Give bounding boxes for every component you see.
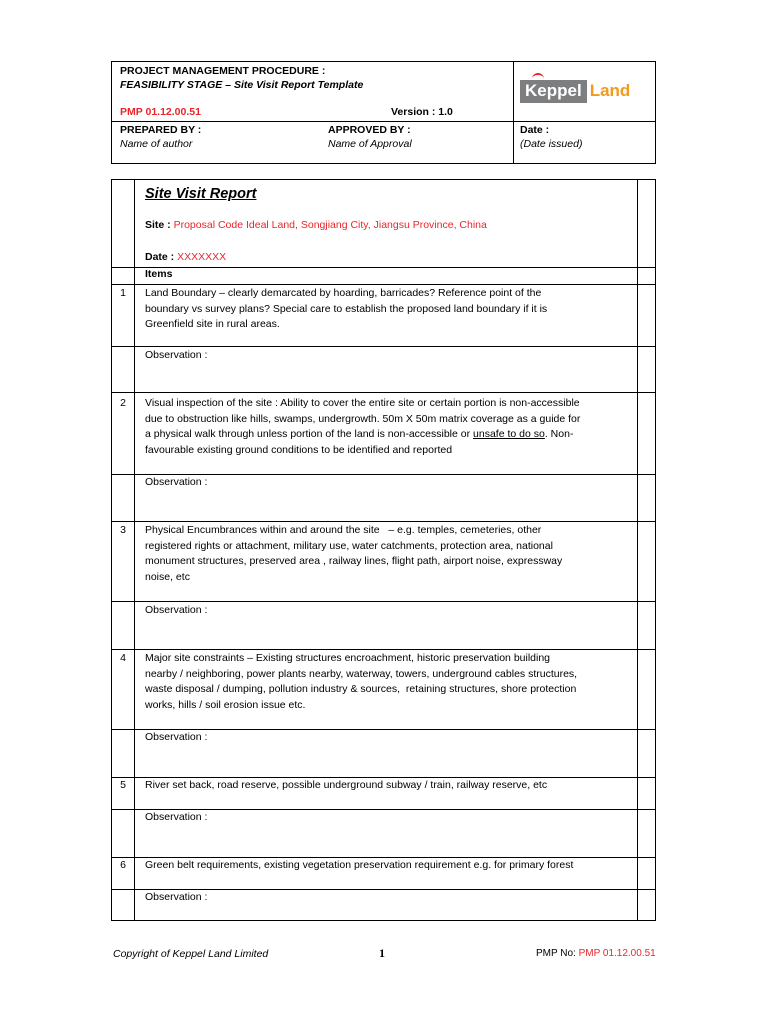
- item-4-text: Major site constraints – Existing structures encroachment, historic preservation building nearby / neighboring, power plants nearby, waterway, towers, underground cables structures, waste disposal / dumping, pollution industry & sources, retaining structures, shore protection works, hills / soil erosion issue etc.: [145, 652, 578, 711]
- date-line: Date : XXXXXXX: [145, 251, 227, 263]
- site-visit-report-table: [111, 179, 656, 921]
- item-3-text: Physical Encumbrances within and around the site – e.g. temples, cemeteries, other registered rights or attachment, military use, water catchments, protection area, national monument structures, preserved area , railway lines, flight path, airport noise, expressway noise, etc: [145, 524, 563, 583]
- observation-label: Observation :: [145, 891, 208, 903]
- pmp-code: PMP 01.12.00.51: [120, 106, 201, 118]
- observation-label: Observation :: [145, 349, 208, 361]
- item-6-text: Green belt requirements, existing vegetation preservation requirement e.g. for primary forest: [145, 859, 574, 871]
- approved-by-value: Name of Approval: [328, 138, 412, 150]
- observation-label: Observation :: [145, 604, 208, 616]
- stage-label: FEASIBILITY STAGE – Site Visit Report Template: [120, 79, 364, 91]
- date-issued-value: (Date issued): [520, 138, 583, 150]
- observation-label: Observation :: [145, 476, 208, 488]
- prepared-by-value: Name of author: [120, 138, 193, 150]
- item-number: 6: [120, 859, 126, 871]
- footer-pmp: PMP No: PMP 01.12.00.51: [536, 948, 656, 959]
- item-2-text: Visual inspection of the site : Ability to cover the entire site or certain portion is non-accessible due to obstruction like hills, swamps, undergrowth. 50m X 50m matrix coverage as a guide for a physical walk through unless portion of the land is non-accessible or unsafe to do so. Non- favourable existing ground conditions to be identified and reported: [145, 397, 581, 456]
- site-line: Site : Proposal Code Ideal Land, Songjiang City, Jiangsu Province, China: [145, 219, 487, 231]
- logo-land-text: Land: [589, 81, 631, 100]
- procedure-label: PROJECT MANAGEMENT PROCEDURE :: [120, 65, 326, 77]
- report-title: Site Visit Report: [145, 186, 257, 202]
- item-1-text: Land Boundary – clearly demarcated by hoarding, barricades? Reference point of the boundary vs survey plans? Special care to establish the proposed land boundary if it is Greenfield site in rural areas.: [145, 287, 548, 331]
- item-number: 1: [120, 287, 126, 299]
- date-issued-label: Date :: [520, 124, 550, 136]
- item-number: 2: [120, 397, 126, 409]
- logo-arc-icon: [532, 73, 544, 81]
- item-number: 4: [120, 652, 126, 664]
- footer-page-number: 1: [379, 946, 385, 960]
- observation-label: Observation :: [145, 811, 208, 823]
- item-5-text: River set back, road reserve, possible underground subway / train, railway reserve, etc: [145, 779, 548, 791]
- item-number: 3: [120, 524, 126, 536]
- logo-keppel-text: Keppel: [520, 80, 587, 103]
- prepared-by-label: PREPARED BY :: [120, 124, 202, 136]
- approved-by-label: APPROVED BY :: [328, 124, 411, 136]
- footer-copyright: Copyright of Keppel Land Limited: [113, 948, 269, 960]
- version: Version : 1.0: [391, 106, 453, 118]
- items-header: Items: [145, 268, 173, 280]
- keppel-land-logo: [520, 80, 633, 104]
- item-number: 5: [120, 779, 126, 791]
- observation-label: Observation :: [145, 731, 208, 743]
- header-table: [111, 61, 656, 164]
